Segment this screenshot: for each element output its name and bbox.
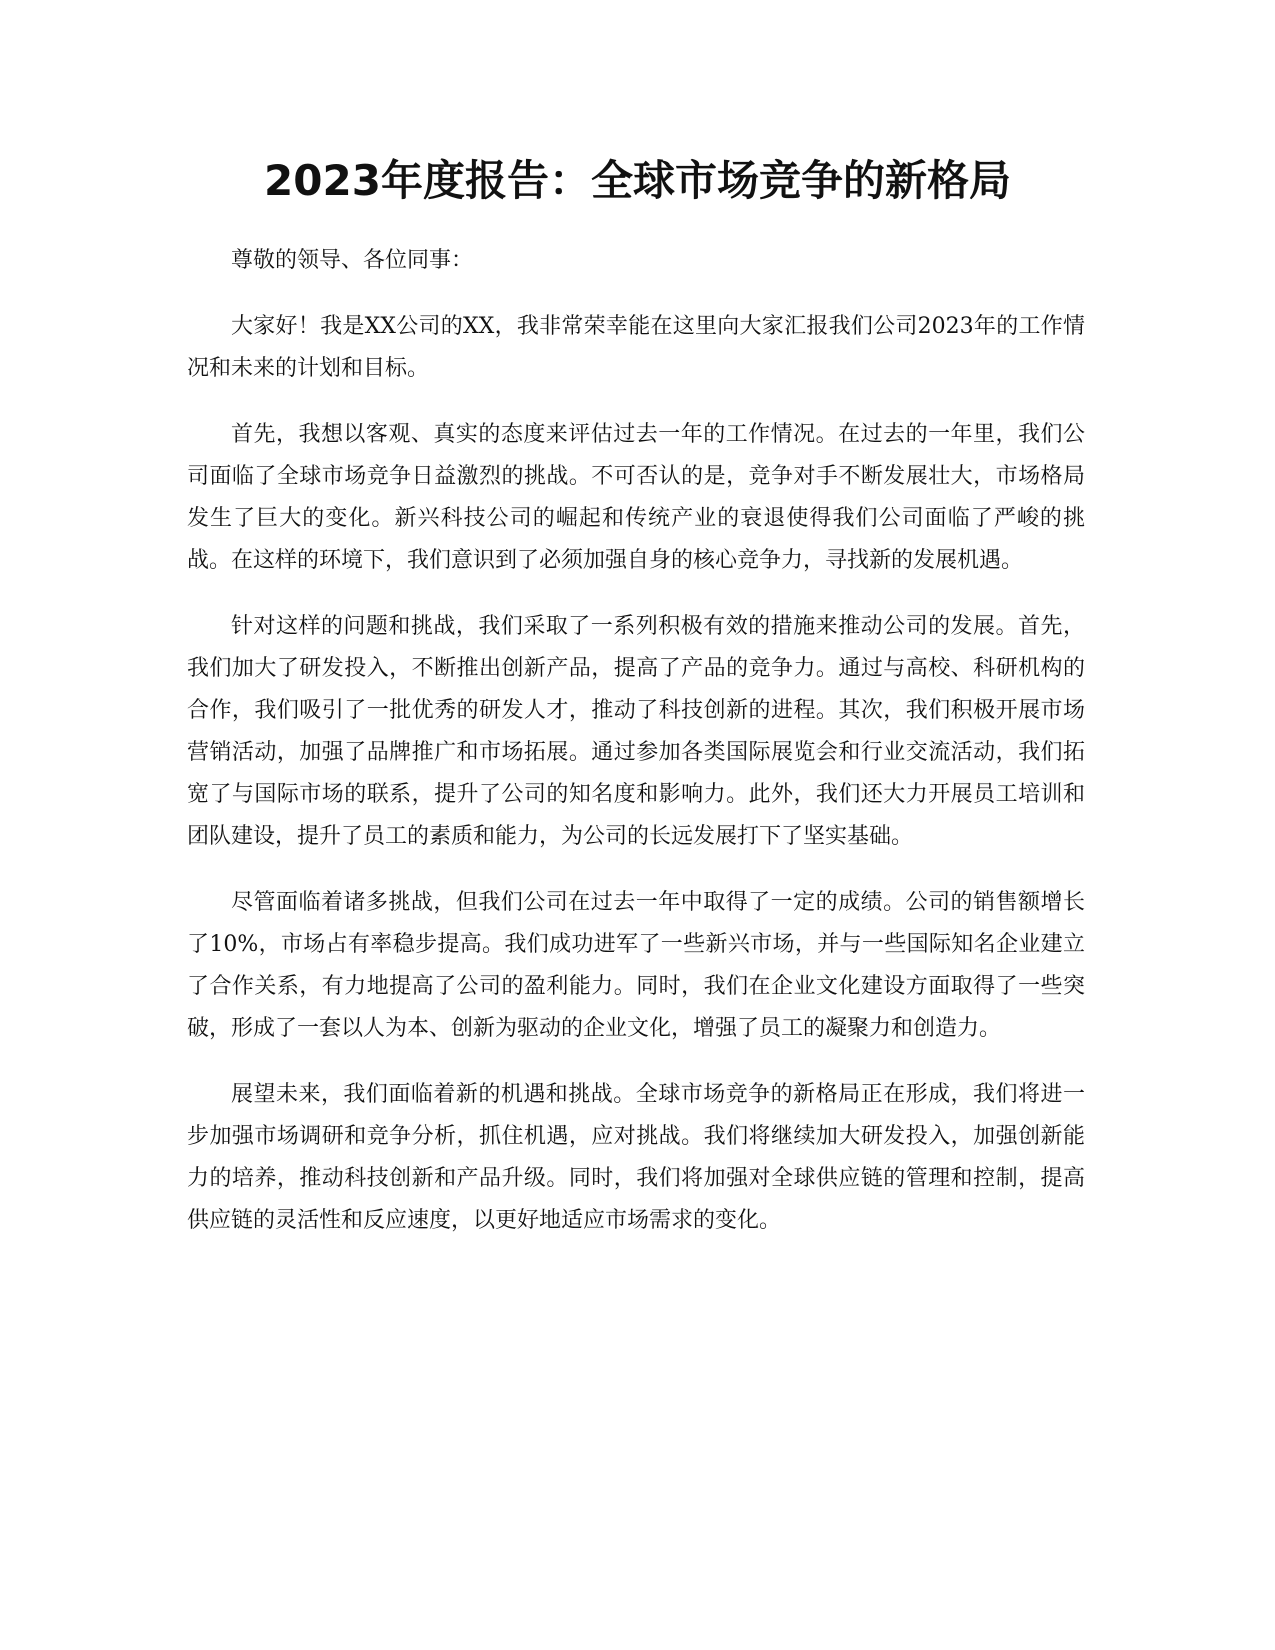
paragraph-outlook: 展望未来，我们面临着新的机遇和挑战。全球市场竞争的新格局正在形成，我们将进一步加强市场调研和竞争分析，抓住机遇，应对挑战。我们将继续加大研发投入，加强创新能力的培养，推动科技创新和产品升级。同时，我们将加强对全球供应链的管理和控制，提高供应链的灵活性和反应速度，以更好地适应市场需求的变化。 — [187, 1082, 1085, 1233]
paragraph-assessment: 首先，我想以客观、真实的态度来评估过去一年的工作情况。在过去的一年里，我们公司面临了全球市场竞争日益激烈的挑战。不可否认的是，竞争对手不断发展壮大，市场格局发生了巨大的变化。新兴科技公司的崛起和传统产业的衰退使得我们公司面临了严峻的挑战。在这样的环境下，我们意识到了必须加强自身的核心竞争力，寻找新的发展机遇。 — [187, 422, 1085, 573]
document-title: 2023年度报告：全球市场竞争的新格局 — [264, 156, 1011, 205]
document-body — [187, 240, 1085, 1266]
paragraph-achievements: 尽管面临着诸多挑战，但我们公司在过去一年中取得了一定的成绩。公司的销售额增长了10%，市场占有率稳步提高。我们成功进军了一些新兴市场，并与一些国际知名企业建立了合作关系，有力地提高了公司的盈利能力。同时，我们在企业文化建设方面取得了一些突破，形成了一套以人为本、创新为驱动的企业文化，增强了员工的凝聚力和创造力。 — [187, 890, 1085, 1041]
paragraph-measures: 针对这样的问题和挑战，我们采取了一系列积极有效的措施来推动公司的发展。首先，我们加大了研发投入，不断推出创新产品，提高了产品的竞争力。通过与高校、科研机构的合作，我们吸引了一批优秀的研发人才，推动了科技创新的进程。其次，我们积极开展市场营销活动，加强了品牌推广和市场拓展。通过参加各类国际展览会和行业交流活动，我们拓宽了与国际市场的联系，提升了公司的知名度和影响力。此外，我们还大力开展员工培训和团队建设，提升了员工的素质和能力，为公司的长远发展打下了坚实基础。 — [187, 614, 1085, 849]
paragraph-salutation: 尊敬的领导、各位同事： — [231, 248, 474, 273]
paragraph-greeting: 大家好！我是XX公司的XX，我非常荣幸能在这里向大家汇报我们公司2023年的工作情况和未来的计划和目标。 — [187, 314, 1085, 381]
